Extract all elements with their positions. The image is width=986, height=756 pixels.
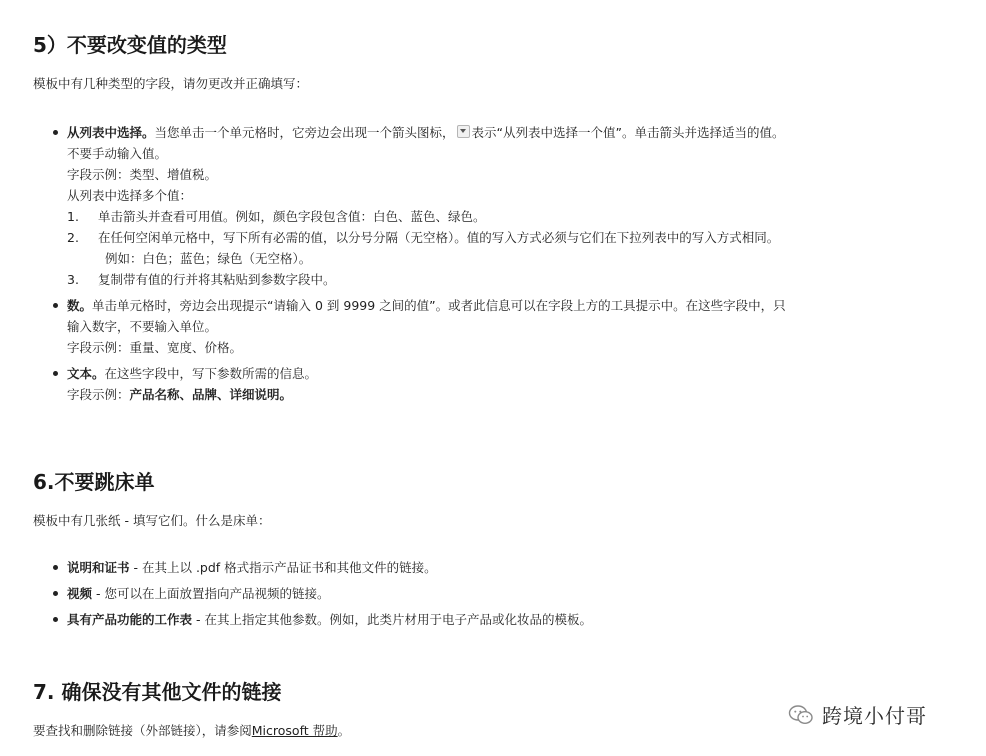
bullet-icon xyxy=(53,303,58,308)
list-item: 具有产品功能的工作表 - 在其上指定其他参数。例如，此类片材用于电子产品或化妆品的模板。 xyxy=(33,609,843,630)
section5-title: 5）不要改变值的类型 xyxy=(33,33,227,57)
section7-intro xyxy=(33,722,350,740)
section6-intro: 模板中有几张纸 - 填写它们。什么是床单： xyxy=(33,513,271,528)
bullet-icon xyxy=(53,565,58,570)
select-example: 字段示例：类型、增值税。 xyxy=(67,167,218,182)
section7-intro-end: 。 xyxy=(337,723,351,738)
watermark-text: 跨境小付哥 xyxy=(822,704,927,728)
term-select: 从列表中选择。 xyxy=(67,125,155,140)
term-number: 数。 xyxy=(67,298,93,313)
section5-list xyxy=(33,122,843,405)
select-multi-intro: 从列表中选择多个值： xyxy=(67,188,193,203)
step-item: 2. 在任何空闲单元格中，写下所有必需的值，以分号分隔（无空格）。值的写入方式必须与它们在下拉列表中的写入方式相同。 xyxy=(67,230,780,245)
number-line2: 输入数字，不要输入单位。 xyxy=(67,319,218,334)
bullet-icon xyxy=(53,617,58,622)
number-text: 单击单元格时，旁边会出现提示“请输入 0 到 9999 之间的值”。或者此信息可以在字段上方的工具提示中。在这些字段中，只 xyxy=(92,298,786,313)
list-item-text xyxy=(33,363,843,405)
section5-intro: 模板中有几种类型的字段，请勿更改并正确填写： xyxy=(33,76,309,91)
number-example: 字段示例：重量、宽度、价格。 xyxy=(67,340,243,355)
bullet-icon xyxy=(53,591,58,596)
wechat-icon xyxy=(788,704,814,726)
bullet-icon xyxy=(53,371,58,376)
section7-intro-text: 要查找和删除链接（外部链接），请参阅 xyxy=(33,723,252,738)
text-example-bold: 产品名称、品牌、详细说明。 xyxy=(129,387,293,402)
watermark xyxy=(788,700,927,729)
step2-continuation: 例如：白色；蓝色；绿色（无空格）。 xyxy=(105,251,312,266)
dropdown-arrow-icon xyxy=(457,125,470,138)
list-item: 说明和证书 - 在其上以 .pdf 格式指示产品证书和其他文件的链接。 xyxy=(33,557,843,578)
text-desc: 在这些字段中，写下参数所需的信息。 xyxy=(104,366,318,381)
section6-title: 6.不要跳床单 xyxy=(33,470,155,494)
text-example-prefix: 字段示例： xyxy=(67,387,130,402)
list-item-number xyxy=(33,295,843,358)
section7-title: 7. 确保没有其他文件的链接 xyxy=(33,680,282,704)
list-item-select xyxy=(33,122,843,290)
bullet-icon xyxy=(53,130,58,135)
term-text: 文本。 xyxy=(67,366,105,381)
select-text-2: 表示“从列表中选择一个值”。单击箭头并选择适当的值。 xyxy=(471,125,785,140)
section6-list xyxy=(33,557,843,630)
list-item: 视频 - 您可以在上面放置指向产品视频的链接。 xyxy=(33,583,843,604)
select-line2: 不要手动输入值。 xyxy=(67,146,168,161)
microsoft-help-link[interactable]: Microsoft 帮助 xyxy=(251,723,338,738)
step-item: 1. 单击箭头并查看可用值。例如，颜色字段包含值：白色、蓝色、绿色。 xyxy=(67,209,486,224)
select-text-1: 当您单击一个单元格时，它旁边会出现一个箭头图标， xyxy=(154,125,455,140)
step-item: 3. 复制带有值的行并将其粘贴到参数字段中。 xyxy=(67,272,336,287)
